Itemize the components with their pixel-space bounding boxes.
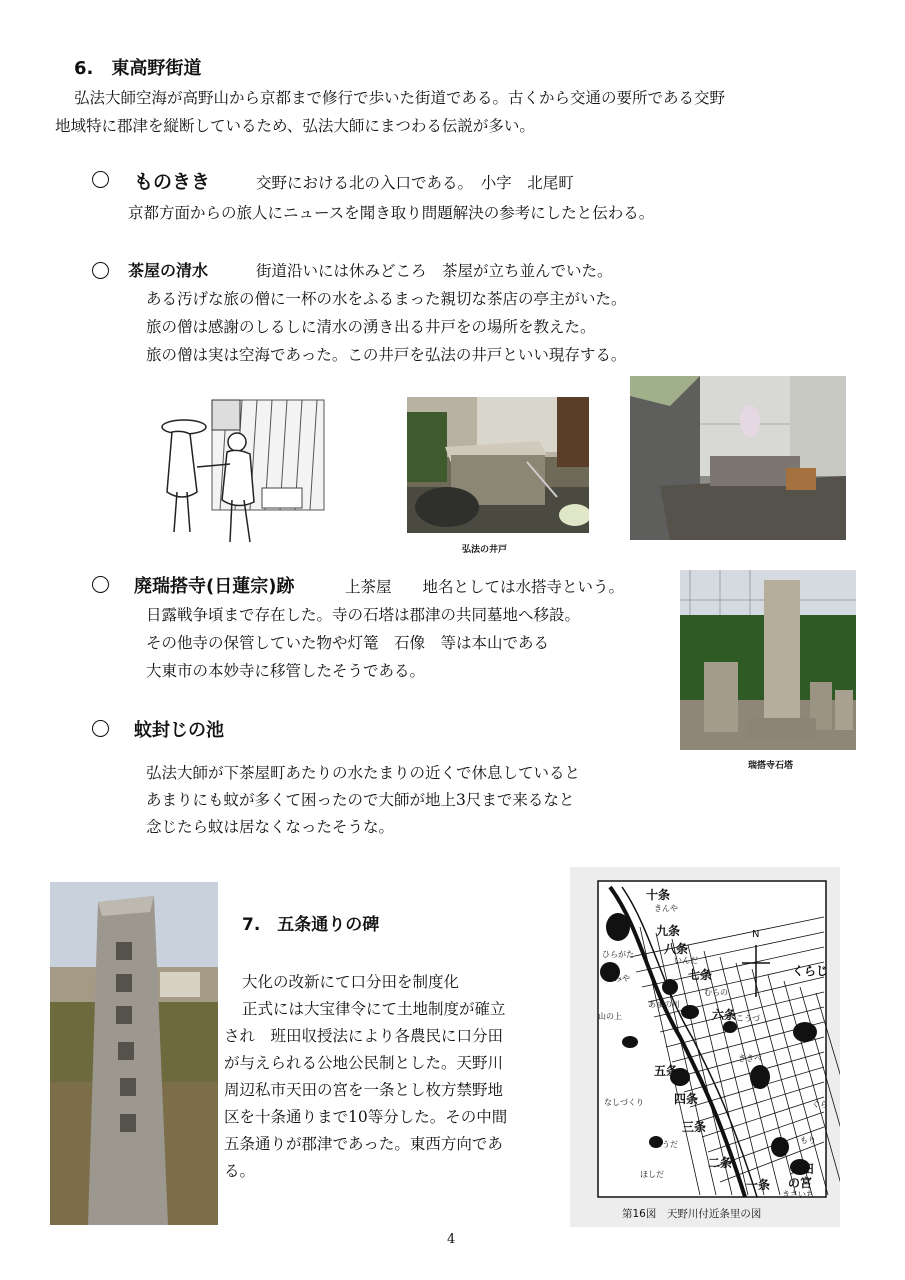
teahouse-sketch-illustration — [142, 392, 328, 550]
map-label: 六条 — [712, 1008, 737, 1022]
item-mosquito-pond-line: 念じたら蚊は居なくなったそうな。 — [146, 818, 395, 836]
map-label: こうだ — [654, 1140, 678, 1149]
item-mosquito-pond-line: あまりにも蚊が多くて困ったので大師が地上3尺まで来るなと — [146, 791, 575, 809]
section-6-heading: 6. 東高野街道 — [74, 58, 202, 79]
map-label: 七条 — [688, 968, 713, 982]
item-monokiki-title: ものきき — [134, 171, 211, 193]
section-7-body-line: 周辺私市天田の宮を一条とし枚方禁野地 — [224, 1081, 504, 1099]
well-photo — [407, 397, 589, 533]
map-caption: 第16図 天野川付近条里の図 — [622, 1208, 762, 1220]
section-7-body-line: 区を十条通りまで10等分した。その中間 — [224, 1108, 508, 1126]
map-label: ひらがた — [602, 950, 634, 959]
temple-stone-tower-photo — [680, 570, 856, 750]
section-6-intro-line-1: 弘法大師空海が高野山から京都まで修行で歩いた街道である。古くから交通の要所である交野 — [74, 89, 726, 107]
map-label: 天田 — [790, 1162, 815, 1176]
map-label: もり — [800, 1136, 816, 1145]
map-label: いんだ — [674, 956, 698, 965]
well-photo-caption: 弘法の井戸 — [462, 545, 508, 555]
item-mosquito-pond-title: 蚊封じの池 — [134, 720, 224, 741]
map-label: 五条 — [654, 1064, 679, 1078]
item-chaya-note: 街道沿いには休みどころ 茶屋が立ち並んでいた。 — [256, 262, 613, 280]
map-label: 四条 — [674, 1092, 699, 1106]
map-label: むらの — [704, 988, 728, 997]
map-label: たみや — [606, 974, 630, 983]
map-label: なしづくり — [604, 1098, 644, 1107]
jori-map — [570, 867, 840, 1227]
map-label: 二条 — [708, 1156, 733, 1170]
map-label: こうづ — [736, 1014, 760, 1023]
item-chaya-line: 旅の僧は実は空海であった。この井戸を弘法の井戸といい現存する。 — [146, 346, 627, 364]
item-monokiki-line: 京都方面からの旅人にニュースを聞き取り問題解決の参考にしたと伝わる。 — [128, 204, 655, 222]
section-7-body-line: 五条通りが郡津であった。東西方向であ — [224, 1135, 503, 1153]
bullet-circle — [92, 171, 109, 190]
map-label: くらじ — [792, 964, 829, 978]
item-temple-ruins-line: 日露戦争頃まで存在した。寺の石塔は郡津の共同墓地へ移設。 — [146, 606, 581, 624]
bullet-circle — [92, 576, 109, 595]
item-temple-ruins-line: 大東市の本妙寺に移管したそうである。 — [146, 662, 426, 680]
map-label: 九条 — [656, 924, 681, 938]
map-north-label: N — [752, 929, 760, 940]
map-label: 一条 — [746, 1178, 771, 1192]
map-label: ほしだ — [640, 1170, 664, 1179]
roadside-jizo-photo — [630, 376, 846, 540]
map-label: ききべ — [738, 1054, 762, 1063]
item-chaya-line: 旅の僧は感謝のしるしに清水の湧き出る井戸をの場所を教えた。 — [146, 318, 596, 336]
section-7-body-line: され 班田収授法により各農民に口分田 — [224, 1027, 504, 1045]
item-mosquito-pond-line: 弘法大師が下茶屋町あたりの水たまりの近くで休息していると — [146, 764, 581, 782]
section-7-body-line: が与えられる公地公民制とした。天野川 — [224, 1054, 504, 1072]
map-label: 三条 — [682, 1120, 707, 1134]
section-7-body-line: 大化の改新にて口分田を制度化 — [242, 973, 460, 991]
bullet-circle — [92, 720, 109, 739]
map-label: 山の上 — [598, 1012, 622, 1021]
item-temple-ruins-line: その他寺の保管していた物や灯篭 石像 等は本山である — [146, 634, 550, 652]
item-temple-ruins-title: 廃瑞搭寺(日蓮宗)跡 — [134, 576, 295, 597]
temple-stone-tower-caption: 瑞搭寺石塔 — [748, 761, 794, 771]
map-label: あまの川 — [648, 1000, 680, 1009]
section-6-intro-line-2: 地域特に郡津を縦断しているため、弘法大師にまつわる伝説が多い。 — [55, 117, 535, 135]
item-monokiki-note: 交野における北の入口である。 小字 北尾町 — [256, 174, 574, 192]
section-7-body-line: 正式には大宝律令にて土地制度が確立 — [242, 1000, 506, 1018]
jori-map-figure — [570, 867, 840, 1227]
bullet-circle — [92, 262, 109, 281]
item-temple-ruins-note: 上茶屋 地名としては水搭寺という。 — [345, 578, 625, 596]
map-label: 十条 — [646, 888, 671, 902]
map-label: きさいち — [782, 1190, 814, 1199]
map-label: の宮 — [788, 1176, 813, 1190]
item-chaya-title: 茶屋の清水 — [128, 261, 209, 280]
gojo-monument-photo — [50, 882, 218, 1225]
section-7-heading: 7. 五条通りの碑 — [242, 915, 380, 935]
page-number: 4 — [447, 1232, 456, 1247]
item-chaya-line: ある汚げな旅の僧に一杯の水をふるまった親切な茶店の亭主がいた。 — [146, 290, 627, 308]
map-label: きんや — [654, 904, 678, 913]
map-label: 八条 — [664, 942, 689, 956]
section-7-body-line: る。 — [224, 1162, 256, 1180]
map-label: ぐら — [812, 1100, 828, 1109]
